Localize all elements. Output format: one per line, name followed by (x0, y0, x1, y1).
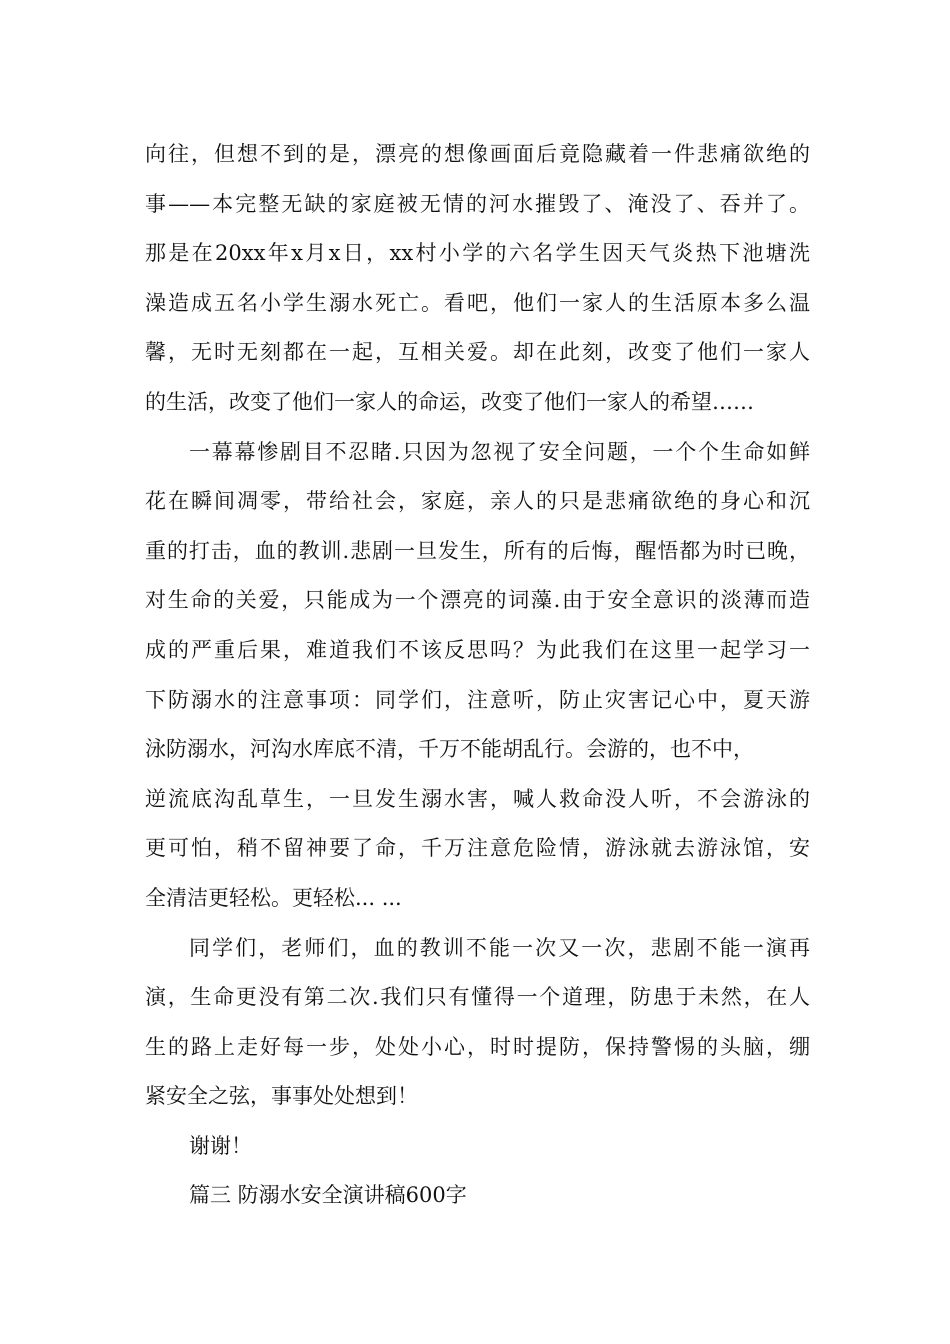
text-line: 的生活，改变了他们一家人的命运，改变了他们一家人的希望…… (145, 389, 754, 414)
text-line: 下防溺水的注意事项：同学们，注意听，防止灾害记心中，夏天游 (145, 687, 810, 712)
text-line: 逆流底沟乱草生，一旦发生溺水害，喊人救命没人听，不会游泳的 (145, 786, 810, 811)
text-line: 演，生命更没有第二次.我们只有懂得一个道理，防患于未然，在人 (145, 985, 810, 1010)
text-line: 一幕幕惨剧目不忍睹.只因为忽视了安全问题，一个个生命如鲜 (189, 439, 810, 464)
paragraph-1 (145, 130, 810, 428)
text-line: 花在瞬间凋零，带给社会，家庭，亲人的只是悲痛欲绝的身心和沉 (145, 489, 810, 514)
text-line: 对生命的关爱，只能成为一个漂亮的词藻.由于安全意识的淡薄而造 (145, 588, 810, 613)
text-line: 馨，无时无刻都在一起，互相关爱。却在此刻，改变了他们一家人 (145, 340, 810, 365)
text-line: 紧安全之弦，事事处处想到！ (145, 1084, 418, 1109)
text-line: 同学们，老师们，血的教训不能一次又一次，悲剧不能一演再 (189, 935, 810, 960)
paragraph-2 (145, 428, 810, 924)
closing-line: 谢谢！ (189, 1133, 252, 1158)
paragraph-3 (145, 924, 810, 1122)
section-heading: 篇三 防溺水安全演讲稿600字 (189, 1183, 467, 1208)
paragraph-5 (145, 1171, 810, 1221)
text-line: 向往，但想不到的是，漂亮的想像画面后竟隐藏着一件悲痛欲绝的 (145, 142, 810, 166)
text-line: 生的路上走好每一步，处处小心，时时提防，保持警惕的头脑，绷 (145, 1034, 810, 1059)
text-line: 泳防溺水，河沟水库底不清，千万不能胡乱行。会游的，也不中， (145, 737, 754, 762)
text-line: 事——本完整无缺的家庭被无情的河水摧毁了、淹没了、吞并了。 (145, 191, 810, 216)
text-line: 重的打击，血的教训.悲剧一旦发生，所有的后悔，醒悟都为时已晚， (145, 538, 810, 563)
text-line: 那是在20xx年x月x日，xx村小学的六名学生因天气炎热下池塘洗 (145, 241, 810, 266)
paragraph-4 (145, 1122, 810, 1172)
text-line: 成的严重后果，难道我们不该反思吗？为此我们在这里一起学习一 (145, 637, 810, 662)
text-line: 更可怕，稍不留神要了命，千万注意危险情，游泳就去游泳馆，安 (145, 836, 810, 861)
text-line: 全清洁更轻松。更轻松... ... (145, 885, 402, 910)
document-body (145, 130, 810, 1221)
text-line: 澡造成五名小学生溺水死亡。看吧，他们一家人的生活原本多么温 (145, 290, 810, 315)
